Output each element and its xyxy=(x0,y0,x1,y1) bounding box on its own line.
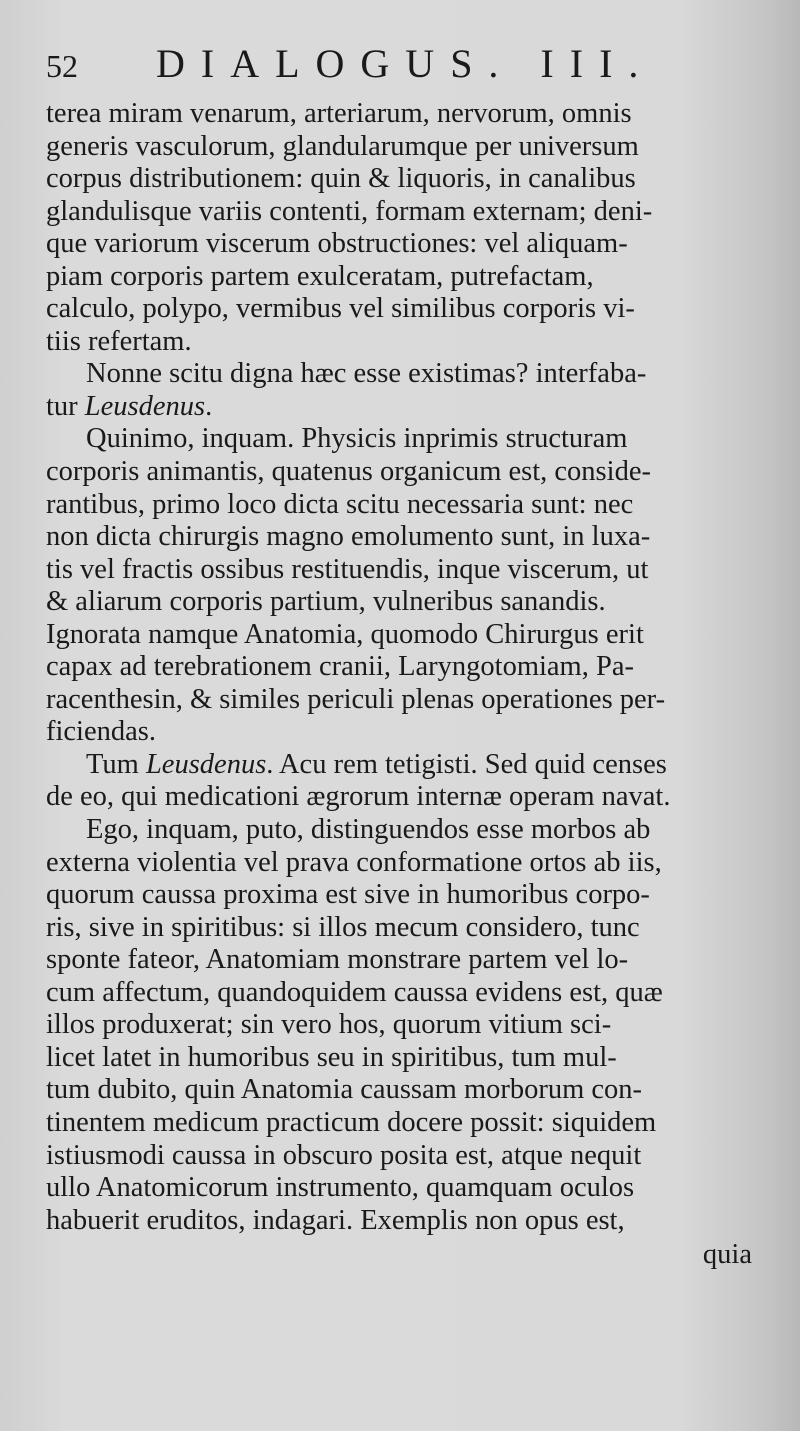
text-line: Ignorata namque Anatomia, quomodo Chirurgus erit xyxy=(46,618,644,650)
running-head xyxy=(46,40,752,92)
text-line: de eo, qui medicationi ægrorum internæ operam navat. xyxy=(46,781,671,813)
text-line: Nonne scitu digna hæc esse existimas? interfaba- xyxy=(86,358,647,390)
text-line: externa violentia vel prava conformatione ortos ab iis, xyxy=(46,846,662,878)
text-line: ullo Anatomicorum instrumento, quamquam oculos xyxy=(46,1172,635,1204)
text-line: tis vel fractis ossibus restituendis, inque viscerum, ut xyxy=(46,553,649,585)
text-line: sponte fateor, Anatomiam monstrare partem vel lo- xyxy=(46,944,629,976)
text-line: que variorum viscerum obstructiones: vel aliquam- xyxy=(46,228,628,260)
text-line: racenthesin, & similes periculi plenas operationes per- xyxy=(46,683,666,715)
text-line: capax ad terebrationem cranii, Laryngotomiam, Pa- xyxy=(46,651,634,683)
body-text xyxy=(46,98,752,1237)
speaker-name: Leusdenus xyxy=(84,390,206,422)
text-line: non dicta chirurgis magno emolumento sunt, in luxa- xyxy=(46,521,651,553)
text-line: piam corporis partem exulceratam, putrefactam, xyxy=(46,260,594,292)
running-title: DIALOGUS. III. xyxy=(156,41,655,86)
text-line: rantibus, primo loco dicta scitu necessaria sunt: nec xyxy=(46,488,634,520)
text-line: tiis refertam. xyxy=(46,325,192,357)
text-line: tinentem medicum practicum docere possit: siquidem xyxy=(46,1106,657,1138)
text-line: illos produxerat; sin vero hos, quorum vitium sci- xyxy=(46,1009,612,1041)
text-line: habuerit eruditos, indagari. Exemplis non opus est, xyxy=(46,1204,625,1236)
page-number: 52 xyxy=(46,48,78,84)
text-line: & aliarum corporis partium, vulneribus sanandis. xyxy=(46,586,606,618)
text-line: Quinimo, inquam. Physicis inprimis structuram xyxy=(86,423,628,455)
paragraph-5 xyxy=(46,814,752,1237)
text-line: corporis animantis, quatenus organicum est, conside- xyxy=(46,456,651,488)
text-line: Tum Leusdenus. Acu rem tetigisti. Sed quid censes xyxy=(86,748,667,780)
text-line: ficiendas. xyxy=(46,716,156,748)
text-line: ris, sive in spiritibus: si illos mecum considero, tunc xyxy=(46,911,640,943)
paragraph-4 xyxy=(46,749,752,814)
text-line: generis vasculorum, glandularumque per universum xyxy=(46,130,639,162)
paragraph-1 xyxy=(46,98,752,358)
text-line: corpus distributionem: quin & liquoris, in canalibus xyxy=(46,163,636,195)
text-line: cum affectum, quandoquidem caussa evidens est, quæ xyxy=(46,976,663,1008)
speaker-name: Leusdenus xyxy=(145,748,267,780)
text-line: licet latet in humoribus seu in spiritibus, tum mul- xyxy=(46,1041,617,1073)
text-line: calculo, polypo, vermibus vel similibus corporis vi- xyxy=(46,293,635,325)
text-line: tur Leusdenus. xyxy=(46,390,213,422)
text-line: tum dubito, quin Anatomia caussam morborum con- xyxy=(46,1074,643,1106)
text-line: terea miram venarum, arteriarum, nervorum, omnis xyxy=(46,98,632,129)
paragraph-3 xyxy=(46,423,752,748)
catchword: quia xyxy=(702,1239,752,1271)
paragraph-2 xyxy=(46,358,752,423)
text-line: glandulisque variis contenti, formam externam; deni- xyxy=(46,195,653,227)
text-line: istiusmodi caussa in obscuro posita est, atque nequit xyxy=(46,1139,642,1171)
text-line: Ego, inquam, puto, distinguendos esse morbos ab xyxy=(86,814,651,846)
text-line: quorum caussa proxima est sive in humoribus corpo- xyxy=(46,879,650,911)
